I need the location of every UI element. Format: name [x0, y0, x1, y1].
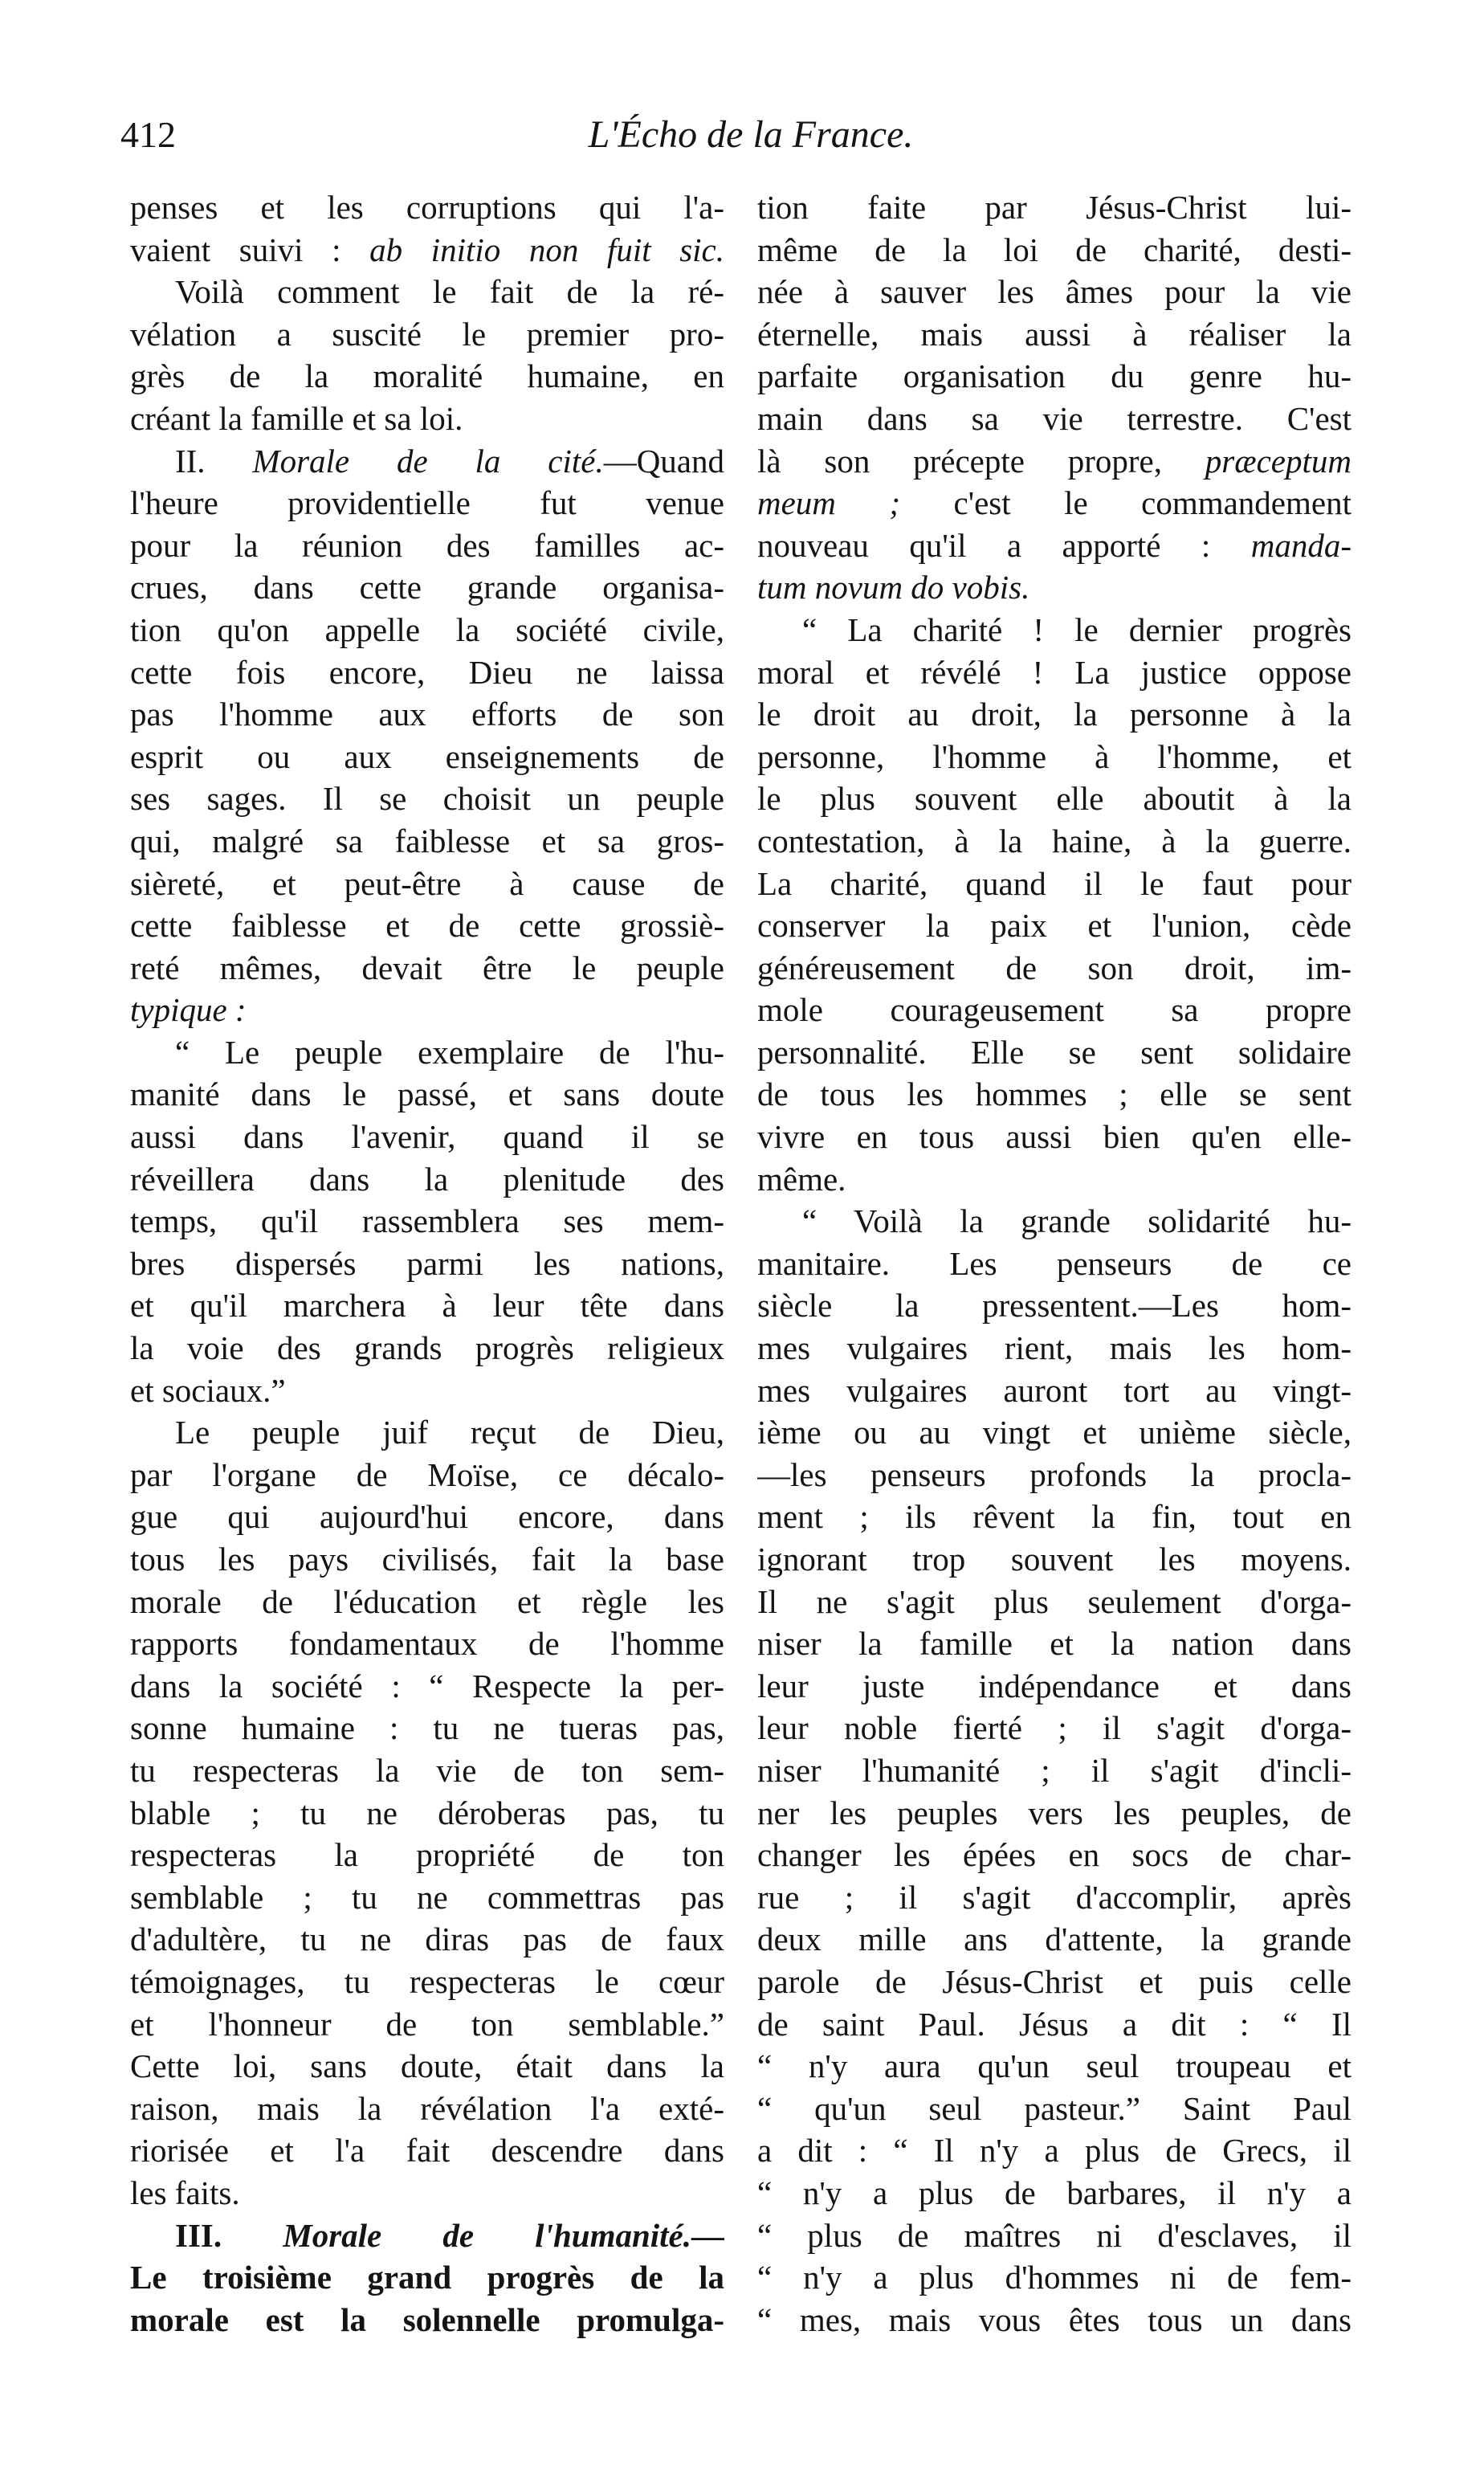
- text-line: tu respecteras la vie de ton sem-: [130, 1751, 724, 1789]
- text-line: Cette loi, sans doute, était dans la: [130, 2047, 724, 2085]
- text-line: cette faiblesse et de cette grossiè-: [130, 907, 724, 945]
- text-line: “ Le peuple exemplaire de l'hu-: [175, 1033, 724, 1071]
- text-line: manitaire. Les penseurs de ce: [757, 1244, 1352, 1282]
- text-line: crues, dans cette grande organisa-: [130, 569, 724, 606]
- text-line: créant la famille et sa loi.: [130, 399, 463, 437]
- text-line: siècle la pressentent.—Les hom-: [757, 1287, 1352, 1325]
- text-line: temps, qu'il rassemblera ses mem-: [130, 1202, 724, 1240]
- text-line: contestation, à la haine, à la guerre.: [757, 822, 1352, 859]
- text-line: esprit ou aux enseignements de: [130, 737, 724, 775]
- text-line: éternelle, mais aussi à réaliser la: [757, 315, 1352, 353]
- text-line: ignorant trop souvent les moyens.: [757, 1541, 1352, 1578]
- text-line: III. Morale de l'humanité.—: [175, 2216, 724, 2254]
- text-line: même.: [757, 1160, 846, 1198]
- text-line: l'heure providentielle fut venue: [130, 484, 724, 522]
- right-column: [757, 186, 1352, 2341]
- text-line: deux mille ans d'attente, la grande: [757, 1921, 1352, 1958]
- text-line: vivre en tous aussi bien qu'en elle-: [757, 1118, 1352, 1156]
- text-line: aussi dans l'avenir, quand il se: [130, 1118, 724, 1156]
- text-line: —les penseurs profonds la procla-: [757, 1455, 1352, 1493]
- text-line: ses sages. Il se choisit un peuple: [130, 780, 724, 818]
- text-line: niser l'humanité ; il s'agit d'incli-: [757, 1751, 1352, 1789]
- text-line: tous les pays civilisés, fait la base: [130, 1541, 724, 1578]
- text-line: même de la loi de charité, desti-: [757, 231, 1352, 268]
- text-line: “ n'y aura qu'un seul troupeau et: [757, 2047, 1352, 2085]
- text-line: respecteras la propriété de ton: [130, 1836, 724, 1874]
- text-line: reté mêmes, devait être le peuple: [130, 949, 724, 986]
- text-line: penses et les corruptions qui l'a-: [130, 189, 724, 226]
- text-line: Le peuple juif reçut de Dieu,: [175, 1414, 724, 1451]
- text-line: les faits.: [130, 2174, 240, 2211]
- text-line: et qu'il marchera à leur tête dans: [130, 1287, 724, 1325]
- text-line: et sociaux.”: [130, 1371, 286, 1409]
- text-line: “ La charité ! le dernier progrès: [802, 610, 1352, 648]
- text-line: “ n'y a plus d'hommes ni de fem-: [757, 2259, 1352, 2296]
- text-line: tion faite par Jésus-Christ lui-: [757, 189, 1352, 226]
- text-line: ment ; ils rêvent la fin, tout en: [757, 1498, 1352, 1536]
- text-line: “ mes, mais vous êtes tous un dans: [757, 2300, 1352, 2338]
- text-line: raison, mais la révélation l'a exté-: [130, 2089, 724, 2127]
- text-line: ième ou au vingt et unième siècle,: [757, 1414, 1352, 1451]
- text-line: riorisée et l'a fait descendre dans: [130, 2132, 724, 2170]
- text-line: Voilà comment le fait de la ré-: [175, 273, 724, 311]
- text-line: nouveau qu'il a apporté : manda-: [757, 526, 1352, 564]
- left-column: [130, 186, 724, 2341]
- text-line: “ qu'un seul pasteur.” Saint Paul: [757, 2089, 1352, 2127]
- text-line: meum ; c'est le commandement: [757, 484, 1352, 522]
- text-line: cette fois encore, Dieu ne laissa: [130, 653, 724, 691]
- text-line: de tous les hommes ; elle se sent: [757, 1076, 1352, 1113]
- text-line: rue ; il s'agit d'accomplir, après: [757, 1878, 1352, 1916]
- text-line: II. Morale de la cité.—Quand: [175, 442, 724, 480]
- text-line: morale de l'éducation et règle les: [130, 1582, 724, 1620]
- text-line: par l'organe de Moïse, ce décalo-: [130, 1455, 724, 1493]
- text-line: réveillera dans la plenitude des: [130, 1160, 724, 1198]
- text-line: généreusement de son droit, im-: [757, 949, 1352, 986]
- text-line: Il ne s'agit plus seulement d'orga-: [757, 1582, 1352, 1620]
- text-line: rapports fondamentaux de l'homme: [130, 1625, 724, 1663]
- text-line: personne, l'homme à l'homme, et: [757, 737, 1352, 775]
- text-line: témoignages, tu respecteras le cœur: [130, 1962, 724, 2000]
- text-line: “ plus de maîtres ni d'esclaves, il: [757, 2216, 1352, 2254]
- text-line: là son précepte propre, præceptum: [757, 442, 1352, 480]
- text-line: la voie des grands progrès religieux: [130, 1329, 724, 1367]
- text-line: d'adultère, tu ne diras pas de faux: [130, 1921, 724, 1958]
- text-line: main dans sa vie terrestre. C'est: [757, 399, 1352, 437]
- text-line: personnalité. Elle se sent solidaire: [757, 1033, 1352, 1071]
- text-line: grès de la moralité humaine, en: [130, 357, 724, 395]
- text-line: conserver la paix et l'union, cède: [757, 907, 1352, 945]
- text-line: pour la réunion des familles ac-: [130, 526, 724, 564]
- text-line: La charité, quand il le faut pour: [757, 864, 1352, 902]
- text-line: de saint Paul. Jésus a dit : “ Il: [757, 2005, 1352, 2043]
- text-line: mole courageusement sa propre: [757, 991, 1352, 1029]
- text-line: dans la société : “ Respecte la per-: [130, 1667, 724, 1704]
- text-line: pas l'homme aux efforts de son: [130, 696, 724, 733]
- text-line: et l'honneur de ton semblable.”: [130, 2005, 724, 2043]
- text-line: gue qui aujourd'hui encore, dans: [130, 1498, 724, 1536]
- text-line: née à sauver les âmes pour la vie: [757, 273, 1352, 311]
- text-line: moral et révélé ! La justice oppose: [757, 653, 1352, 691]
- text-line: vaient suivi : ab initio non fuit sic.: [130, 231, 724, 268]
- text-line: bres dispersés parmi les nations,: [130, 1244, 724, 1282]
- page-number: 412: [120, 114, 176, 155]
- journal-title: L'Écho de la France.: [588, 113, 914, 156]
- text-line: le droit au droit, la personne à la: [757, 696, 1352, 733]
- text-line: mes vulgaires auront tort au vingt-: [757, 1371, 1352, 1409]
- text-line: “ n'y a plus de barbares, il n'y a: [757, 2174, 1352, 2211]
- text-line: ner les peuples vers les peuples, de: [757, 1794, 1352, 1831]
- text-line: changer les épées en socs de char-: [757, 1836, 1352, 1874]
- text-line: semblable ; tu ne commettras pas: [130, 1878, 724, 1916]
- text-line: sonne humaine : tu ne tueras pas,: [130, 1709, 724, 1747]
- text-line: niser la famille et la nation dans: [757, 1625, 1352, 1663]
- text-line: Le troisième grand progrès de la: [130, 2259, 724, 2296]
- text-line: morale est la solennelle promulga-: [130, 2300, 724, 2338]
- text-line: manité dans le passé, et sans doute: [130, 1076, 724, 1113]
- text-line: leur noble fierté ; il s'agit d'orga-: [757, 1709, 1352, 1747]
- text-line: blable ; tu ne déroberas pas, tu: [130, 1794, 724, 1831]
- text-line: le plus souvent elle aboutit à la: [757, 780, 1352, 818]
- text-line: parole de Jésus-Christ et puis celle: [757, 1962, 1352, 2000]
- text-line: vélation a suscité le premier pro-: [130, 315, 724, 353]
- running-head: [120, 111, 1381, 167]
- text-line: typique :: [130, 991, 247, 1029]
- text-line: sièreté, et peut-être à cause de: [130, 864, 724, 902]
- text-line: leur juste indépendance et dans: [757, 1667, 1352, 1704]
- text-line: mes vulgaires rient, mais les hom-: [757, 1329, 1352, 1367]
- text-line: tion qu'on appelle la société civile,: [130, 610, 724, 648]
- text-line: parfaite organisation du genre hu-: [757, 357, 1352, 395]
- text-line: a dit : “ Il n'y a plus de Grecs, il: [757, 2132, 1352, 2170]
- text-line: qui, malgré sa faiblesse et sa gros-: [130, 822, 724, 859]
- text-line: “ Voilà la grande solidarité hu-: [802, 1202, 1352, 1240]
- text-line: tum novum do vobis.: [757, 569, 1030, 606]
